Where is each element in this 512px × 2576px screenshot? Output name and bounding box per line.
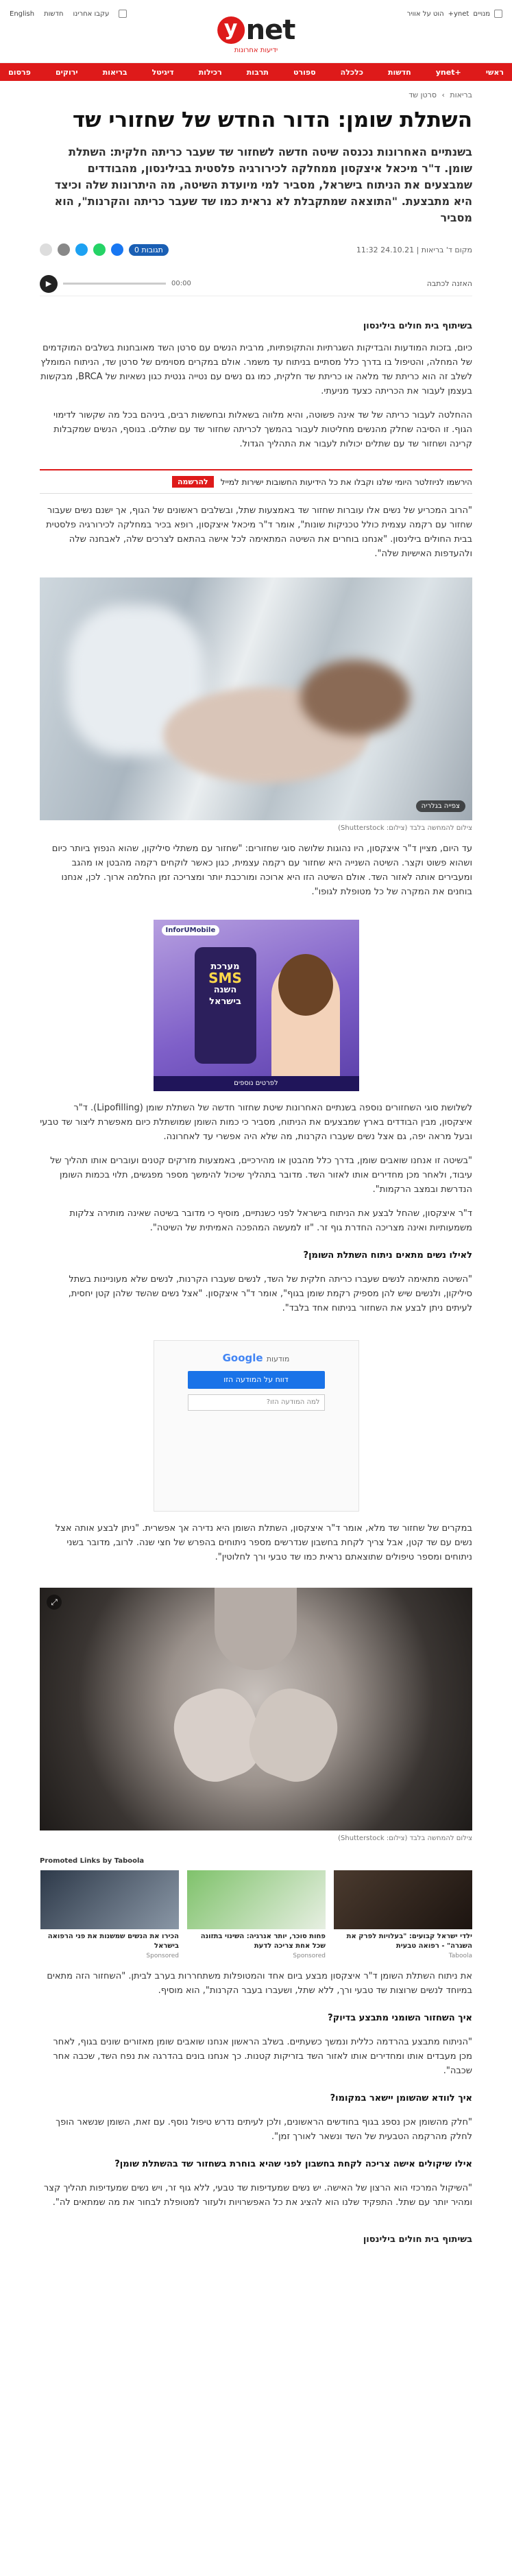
nav-item-ads[interactable]: פרסום xyxy=(8,67,31,77)
promo-card[interactable] xyxy=(334,1870,472,1959)
header-link[interactable]: ynet+ xyxy=(448,10,470,18)
logo-subtitle: ידיעות אחרונות xyxy=(234,47,278,54)
section-heading: איך לוודא שהשומן יישאר במקומו? xyxy=(330,2093,472,2103)
nav-item-ynet-plus[interactable]: +ynet xyxy=(435,67,461,77)
twitter-icon[interactable] xyxy=(75,243,88,256)
promo-source: Taboola xyxy=(448,1953,472,1959)
promo-card[interactable] xyxy=(40,1870,179,1959)
article-subtitle: בשנתיים האחרונות נכנסה שיטה חדשה לשחזור שד שעבר כריתה חלקית: השתלת שומן. ד"ר מיכאל איצקסון ממחלקה לכירורגיה פלסטית בבילינסון, מהבודדים שמבצעים את הניתוח בישראל, מסביר למי מיועדת השיטה, מה היתרונות שלה וכיצד היא מתבצעת. "התוצאה שמתקבלת לא נראית כמו שד שעבר כריתה והקרנות", הוא מסביר xyxy=(54,145,472,224)
promo-title[interactable]: הכירו את הנשים שמשנות את פני הרפואה בישראל xyxy=(47,1933,179,1950)
header-right-links xyxy=(407,10,502,18)
promo-image[interactable] xyxy=(40,1870,179,1929)
audio-bar xyxy=(40,276,472,296)
footer-space xyxy=(0,2245,512,2327)
nav-item-economy[interactable]: כלכלה xyxy=(340,67,363,77)
site-logo[interactable] xyxy=(217,16,295,44)
main-nav xyxy=(0,63,512,81)
hospital-image[interactable] xyxy=(40,577,472,820)
promo-card[interactable] xyxy=(187,1870,326,1959)
share-bar xyxy=(40,243,169,256)
paragraph: "הניתוח מתבצע בהרדמה כללית ונמשך כשעתיים. בשלב הראשון אנחנו שואבים שומן מאזורים שונים בגוף, לאחר מכן מעבדים אותו ומחדירים אותו לאזור השד בזריקות קטנות. כך אנחנו בונים בהדרגה את נפח השד, שכבה אחר שכבה". xyxy=(53,2037,472,2076)
promoted-links-header[interactable]: Promoted Links by Taboola xyxy=(40,1857,145,1865)
ad-person-graphic xyxy=(271,961,340,1084)
image-caption: צילום להמחשה בלבד (צילום: Shutterstock) xyxy=(338,824,472,832)
report-ad-button[interactable]: דווח על המודעה הזו xyxy=(188,1371,325,1389)
author-date: מקום ד' בריאות | 24.10.21 11:32 xyxy=(356,245,472,254)
hands-image[interactable] xyxy=(40,1588,472,1830)
promo-title[interactable]: פחות סוכר, יותר אנרגיה: השינוי בתזונה שכל אחת צריכה לדעת xyxy=(200,1933,326,1950)
paragraph: "חלק מהשומן אכן נספג בגוף בחודשים הראשונים, ולכן לעיתים נדרש טיפול נוסף. עם זאת, השומן שנשאר הופך לחלק מהרקמה הטבעית של השד ונשאר לאורך זמן". xyxy=(56,2117,472,2142)
nav-item-digital[interactable]: דיגיטל xyxy=(151,67,174,77)
paragraph: ד"ר איצקסון, שהחל לבצע את הניתוח בישראל לפני כשנתיים, מוסיף כי מדובר בשיטה שאינה מותירה צלקות משמעותיות ואינה מצריכה החדרת גוף זר. "זו למעשה המהפכה האמיתית של השיטה". xyxy=(69,1208,472,1233)
paragraph: במקרים של שחזור שד מלא, אומר ד"ר איצקסון, השתלת השומן היא נדירה אך אפשרית. "ניתן לבצע אותה אצל נשים עם שד קטן, אבל צריך לקחת בחשבון שנדרשים מספר ניתוחים בהפרש של חצי שנה. לרוב, מדובר בשני ניתוחים ומספר טיפולים שתוצאתם נראית כמו שד טבעי ורך לחלוטין". xyxy=(55,1523,472,1562)
nav-item-culture[interactable]: תרבות xyxy=(246,67,269,77)
nav-item-gossip[interactable]: רכילות xyxy=(198,67,222,77)
promo-source: Sponsored xyxy=(146,1953,179,1959)
search-icon[interactable] xyxy=(119,10,127,18)
breadcrumb-separator: › xyxy=(441,91,445,99)
article-meta xyxy=(40,239,472,261)
header-link[interactable]: מנויים xyxy=(473,10,490,18)
paragraph: ההחלטה לעבור כריתה של שד אינה פשוטה, והיא מלווה בשאלות ובחששות רבים, ביניהם בכל מה שקשור לדימוי הגוף. זו הסיבה שחלק מהנשים מחליטות לעבור בהמשך לכריתה שחזור שד עם שתלים. בנוסף, הנשים שמקבלות קרינה ושחזור שד עם שתלים יכולות לעבור את התהליך הגדול. xyxy=(53,410,472,449)
advertisement-sms[interactable] xyxy=(154,920,359,1091)
paragraph: לשלושת סוגי השחזורים נוספה בשנתיים האחרונות שיטת שחזור חדשה של השתלת שומן (Lipofilling). ד"ר איצקסון, מבין הבודדים בארץ שמבצעים את הניתוח, מסביר כי כמות השומן שמושתלת כיום מאפשרת ליצור שד טבעי ובעל מראה יפה, גם אצל נשים שעברו הקרנות, מה שלא היה אפשרי עד לאחרונה. xyxy=(40,1103,472,1142)
paragraph: "השיטה מתאימה לנשים שעברו כריתה חלקית של השד, לנשים שעברו הקרנות, לנשים שלא מעוניינות בשתל סיליקון, ולנשים שיש להן מספיק רקמת שומן בגוף", אומר ד"ר איצקסון. "אצל נשים שהשד שלהן קטן יחסית, לעיתים ניתן לבצע את השחזור בניתוח אחד בלבד". xyxy=(68,1274,472,1313)
audio-player xyxy=(40,275,191,293)
collab-line: בשיתוף בית חולים בילינסון xyxy=(363,321,472,331)
section-heading: אילו שיקולים אישה צריכה לקחת בחשבון לפני שהיא בוחרת בשחזור שד בהשתלת שומן? xyxy=(114,2159,472,2169)
logo-y: y xyxy=(217,16,245,44)
ad-cta[interactable]: לפרטים נוספים xyxy=(154,1076,359,1091)
nav-item-green[interactable]: ירוקים xyxy=(55,67,78,77)
promo-title[interactable]: ילדי ישראל קבועים: "בעלויות לפרק את השגרה" - רפואה טבעית xyxy=(346,1933,472,1950)
promoted-links xyxy=(40,1870,472,1959)
promo-source: Sponsored xyxy=(293,1953,326,1959)
register-button[interactable]: להרשמה xyxy=(172,476,214,488)
promo-image[interactable] xyxy=(187,1870,326,1929)
article-title: השתלת שומן: הדור החדש של שחזורי שד xyxy=(72,108,472,132)
promo-image[interactable] xyxy=(334,1870,472,1929)
nav-item-health[interactable]: בריאות xyxy=(102,67,127,77)
google-logo: Google מודעות xyxy=(222,1352,290,1364)
audio-label: האזנה לכתבה xyxy=(426,279,472,288)
header-link[interactable]: English xyxy=(10,10,35,18)
audio-progress-track[interactable] xyxy=(63,283,166,285)
breadcrumb-item[interactable]: בריאות xyxy=(450,91,472,99)
mail-icon[interactable] xyxy=(58,243,70,256)
paragraph: את ניתוח השתלת השומן ד"ר איצקסון מבצע ביום אחד והמטופלות משתחררות בערב לביתן. "השחזור הזה מתאים במיוחד לנשים שרוצות שד טבעי ורך, ללא שתל, ושעברו בעבר הקרנות", הוא מוסיף. xyxy=(47,1971,472,1996)
logo-net: net xyxy=(245,14,295,46)
expand-icon[interactable]: ⤢ xyxy=(47,1595,62,1610)
comments-button[interactable]: 0 תגובות xyxy=(129,244,169,256)
image-caption: צילום להמחשה בלבד (צילום: Shutterstock) xyxy=(338,1835,472,1842)
section-heading: איך השחזור השומני מתבצע בדיוק? xyxy=(328,2013,472,2023)
author[interactable]: מקום ד' בריאות xyxy=(421,245,472,254)
audio-time: 00:00 xyxy=(171,280,191,287)
header-link[interactable]: הוט על אוויר xyxy=(406,10,444,18)
section-heading: לאילו נשים מתאים ניתוח השתלת השומן? xyxy=(303,1250,472,1261)
nav-item-sport[interactable]: ספורט xyxy=(293,67,316,77)
paragraph: כיום, בזכות המודעות והבדיקות השגרתיות והתקופתיות, מרבית הנשים עם סרטן השד מאובחנות בשלבים המוקדמים של המחלה, והטיפול בו בדרך כלל מסתיים בניתוח עד משמר. אולם במקרים מסוימים של סרטן שד, הניתוח המומלץ לשלב זה הוא כריתת שד מלאה או כריתת שד חלקית, כמו גם נשים עם נטייה גנטית כגון נשאיות של BRCA, מבקשות בעצמן לעבור את הכריתה כצעד מניעתי. xyxy=(40,343,472,396)
newsletter-register[interactable] xyxy=(40,469,472,494)
gallery-badge[interactable]: צפייה בגלריה xyxy=(416,800,465,812)
breadcrumb-item[interactable]: סרטן שד xyxy=(409,91,437,99)
whatsapp-icon[interactable] xyxy=(93,243,106,256)
advertisement-google[interactable] xyxy=(154,1340,359,1512)
facebook-icon[interactable] xyxy=(111,243,123,256)
ad-brand: InforUMobile xyxy=(162,925,220,935)
ad-headline: מערכת SMS השנה בישראל xyxy=(208,962,242,1007)
header-link[interactable]: עקבו אחרינו xyxy=(73,10,110,18)
site-header xyxy=(0,0,512,63)
publish-time: 11:32 xyxy=(356,245,378,254)
header-link[interactable]: חדשות xyxy=(44,10,64,18)
breadcrumb xyxy=(0,81,512,99)
register-text: הירשמו לניוזלטר היומי שלנו וקבלו את כל הידיעות החשובות ישירות למייל xyxy=(220,477,472,487)
play-icon[interactable]: ▶ xyxy=(40,275,58,293)
nav-item-news[interactable]: חדשות xyxy=(388,67,411,77)
paragraph: "בשיטה זו אנחנו שואבים שומן, בדרך כלל מהבטן או מהירכיים, באמצעות מזרקים קטנים ועוברים אותו תהליך של עיבוד, ולאחר מכן מחדירים אותו לאזור השד. מדובר בתהליך שיכול להימשך מספר מפגשים, תלוי בכמות השומן הנדרשת ובמצב הרקמות". xyxy=(50,1156,472,1195)
paragraph: "השיקול המרכזי הוא הרצון של האישה. יש נשים שמעדיפות שד טבעי, ללא גוף זר, ויש נשים שמעדיפות תהליך קצר ומהיר יותר עם שתל. התפקיד שלנו הוא להציג את כל האפשרויות ולעזור למטופלת לבחור את מה שמתאים לה". xyxy=(43,2183,472,2208)
publish-date: 24.10.21 xyxy=(380,245,415,254)
header-left-links xyxy=(10,10,127,18)
paragraph: עד היום, מציין ד"ר איצקסון, היו נהוגות שלושה סוגי שחזורים: "שחזור עם משתלי סיליקון, שהוא הנפוץ ביותר כיום ושהוא פשוט וקצר. השיטה השנייה היא שחזור עם רקמה עצמית, כגון כאשר לוקחים רקמה מהבטן או מהגב ומעבירים אותה לאזור השד. אולם השיטה הזו היא ארוכה ומורכבת יותר ומצריכה זמן החלמה ארוך. לכן, אנחנו בוחנים את המקרה של כל מטופלת לגופו". xyxy=(51,844,472,897)
paragraph: "הרוב המכריע של נשים אלו עוברות שחזור שד באמצעות שתל, ובשלבים ראשונים של הגוף, אך ישנם נשים שעבור שחזור עם רקמה עצמית כולל טכניקות שונות", אומר ד"ר מיכאל איצקסון, רופא בכיר במחלקה לכירורגיה פלסטית בבית החולים בילינסון. "אנחנו בוחרים את השיטה המתאימה לכל אישה בהתאם לצרכים שלה, לאבחנה שלה ולהעדפות האישיות שלה". xyxy=(46,505,472,559)
nav-item-home[interactable]: ראשי xyxy=(485,67,504,77)
user-icon[interactable] xyxy=(494,10,502,18)
why-ad-field[interactable]: למה המודעה הזו? xyxy=(188,1394,325,1411)
print-icon[interactable] xyxy=(40,243,52,256)
collab-footer: בשיתוף בית חולים בילינסון xyxy=(363,2234,472,2245)
article-body xyxy=(0,321,512,2245)
